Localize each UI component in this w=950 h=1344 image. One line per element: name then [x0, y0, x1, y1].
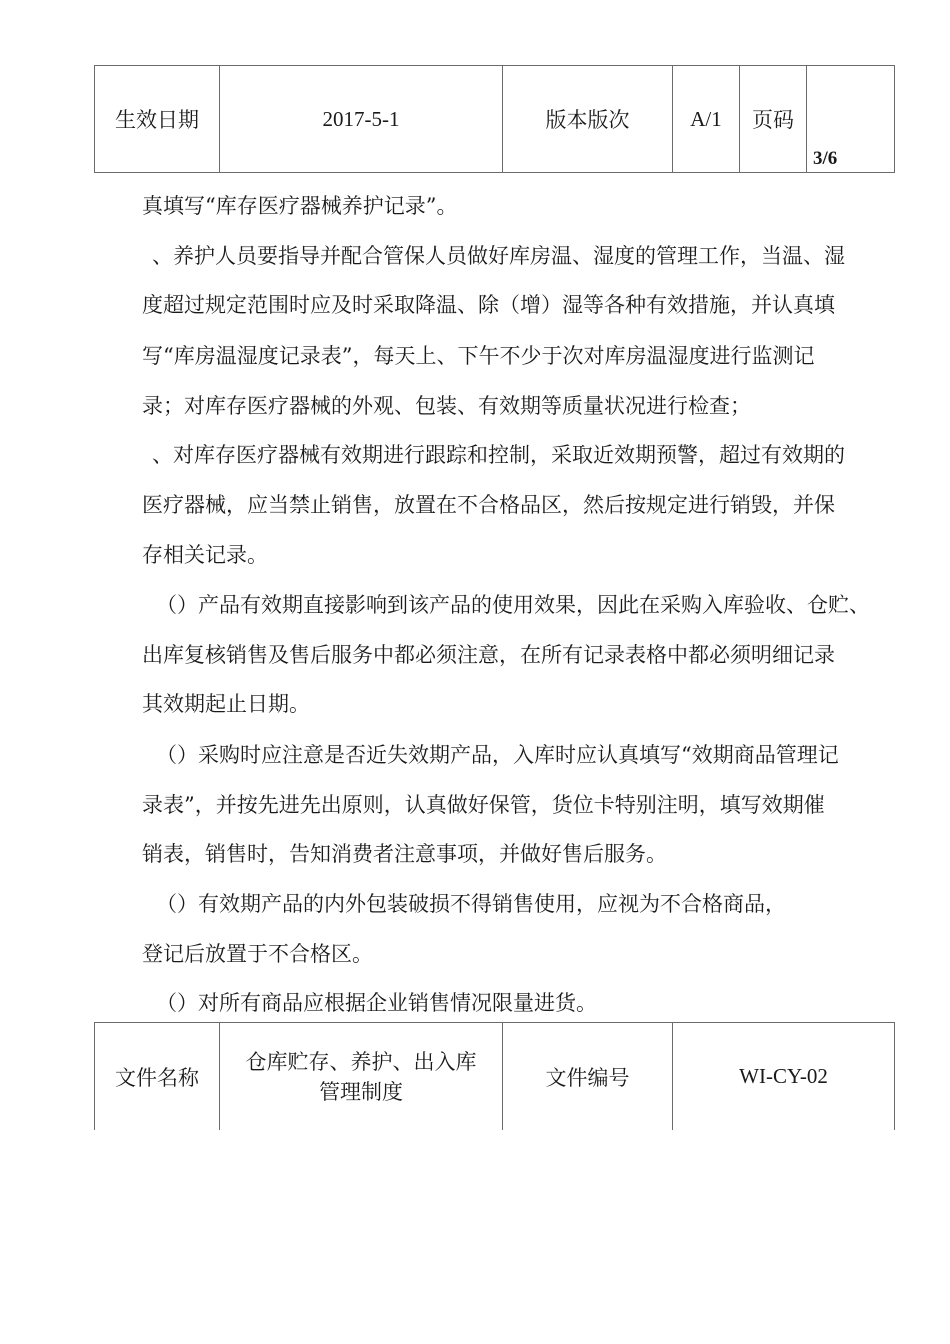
file-number-value: WI-CY-02	[673, 1023, 895, 1131]
body-line-7: 医疗器械，应当禁止销售，放置在不合格品区，然后按规定进行销毁，并保	[142, 493, 835, 517]
page-number: 3/6	[813, 148, 838, 169]
body-line-14: 销表，销售时，告知消费者注意事项，并做好售后服务。	[142, 842, 667, 866]
body-line-15: （）有效期产品的内外包装破损不得销售使用，应视为不合格商品，	[156, 892, 786, 916]
body-line-8: 存相关记录。	[142, 543, 268, 567]
version-label: 版本版次	[503, 66, 673, 173]
page-number-cell	[807, 66, 895, 173]
body-line-17: （）对所有商品应根据企业销售情况限量进货。	[156, 991, 597, 1015]
version-value: A/1	[673, 66, 740, 173]
page-label: 页码	[740, 66, 807, 173]
header-table	[94, 65, 895, 173]
body-line-2: 、养护人员要指导并配合管保人员做好库房温、湿度的管理工作，当温、湿	[152, 244, 845, 268]
body-line-12: （）采购时应注意是否近失效期产品，入库时应认真填写“效期商品管理记	[156, 743, 839, 767]
body-line-10: 出库复核销售及售后服务中都必须注意，在所有记录表格中都必须明细记录	[142, 643, 835, 667]
body-line-3: 度超过规定范围时应及时采取降温、除（增）湿等各种有效措施，并认真填	[142, 293, 835, 317]
body-line-13: 录表”，并按先进先出原则，认真做好保管，货位卡特别注明，填写效期催	[142, 793, 825, 817]
footer-table	[94, 1022, 895, 1130]
file-name-value-line-1: 仓库贮存、养护、出入库	[245, 1049, 477, 1074]
body-line-5: 录；对库存医疗器械的外观、包装、有效期等质量状况进行检查；	[142, 394, 751, 418]
body-line-4: 写“库房温湿度记录表”，每天上、下午不少于次对库房温湿度进行监测记	[142, 344, 815, 368]
file-name-label: 文件名称	[95, 1023, 220, 1131]
body-line-11: 其效期起止日期。	[142, 692, 310, 716]
effective-date-value: 2017-5-1	[220, 66, 503, 173]
body-line-1: 真填写“库存医疗器械养护记录”。	[142, 194, 458, 218]
file-name-value-line-2: 管理制度	[319, 1079, 403, 1104]
body-line-16: 登记后放置于不合格区。	[142, 942, 373, 966]
body-line-6: 、对库存医疗器械有效期进行跟踪和控制，采取近效期预警，超过有效期的	[152, 443, 845, 467]
effective-date-label: 生效日期	[95, 66, 220, 173]
file-name-value	[220, 1023, 503, 1131]
body-line-9: （）产品有效期直接影响到该产品的使用效果，因此在采购入库验收、仓贮、	[156, 593, 870, 617]
file-number-label: 文件编号	[503, 1023, 673, 1131]
